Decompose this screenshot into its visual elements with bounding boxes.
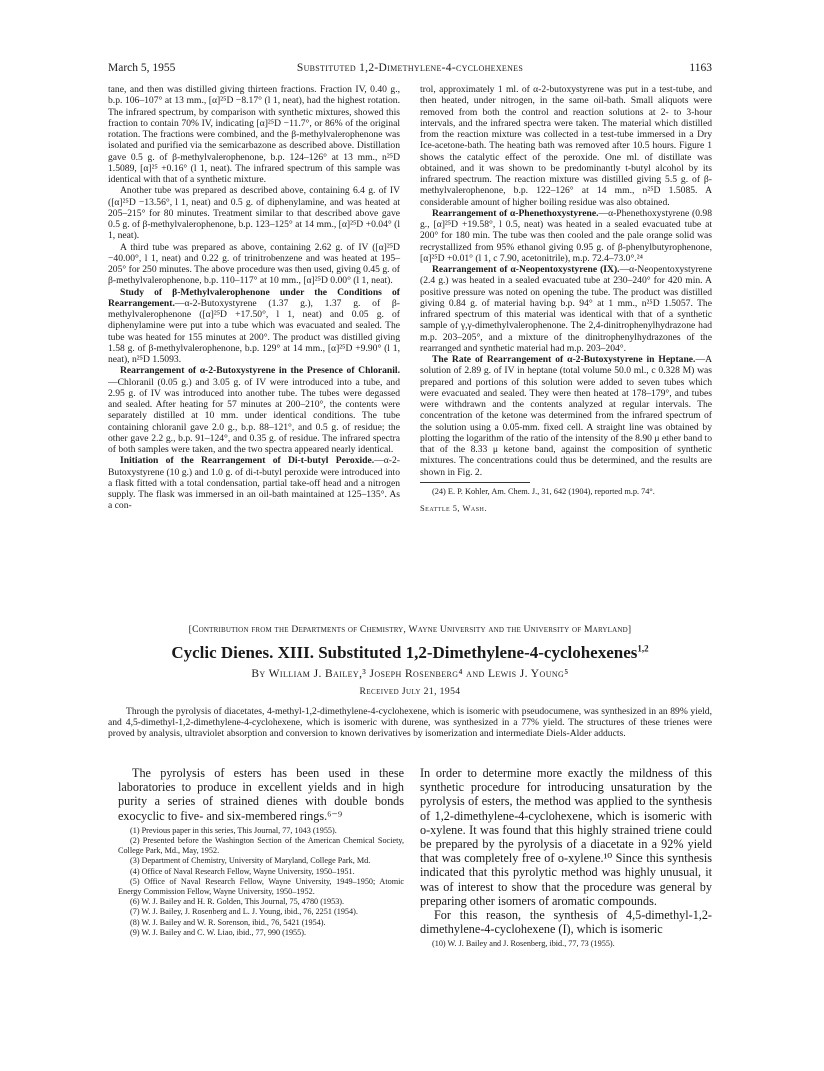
footnote: (8) W. J. Bailey and W. R. Sorenson, ibid., 76, 5421 (1954). xyxy=(130,917,326,927)
footnote: (4) Office of Naval Research Fellow, Wayne University, 1950–1951. xyxy=(130,866,355,876)
article-body-left xyxy=(118,766,404,938)
paragraph xyxy=(420,264,712,354)
footnote: (9) W. J. Bailey and C. W. Liao, ibid., 77, 990 (1955). xyxy=(130,927,307,937)
paragraph: trol, approximately 1 ml. of α-2-butoxystyrene was put in a test-tube, and then heated, under nitrogen, in the same oil-bath. Small aliquots were removed from both the control and reaction solutions at 2- to 3-hour intervals, and the infrared spectra were taken. The material which distilled from the reaction mixture was collected in a test-tube immersed in a Dry Ice-acetone-bath. The heating bath was removed after 10.5 hours. Figure 1 shows the catalytic effect of the peroxide. One ml. of distillate was obtained, and it was shown to be predominantly t-butyl alcohol by its infrared spectrum. The reaction mixture was distilled giving 5.5 g. of β-methylvalerophenone, b.p. 122–126° at 14 mm., n²⁵D 1.5085. A considerable amount of higher boiling residue was also obtained. xyxy=(420,84,712,208)
footnote-list xyxy=(118,826,404,938)
left-column xyxy=(108,84,400,512)
paragraph-text: —α-Neopentoxystyrene (2.4 g.) was heated in a sealed evacuated tube at 230–240° for 420 min. A positive pressure was noted on opening the tube. The product was distilled giving 0.84 g. of material having b.p. 94° at 1 mm., n²⁵D 1.5057. The infrared spectrum of this material was identical with that of a synthetic sample of γ,γ-dimethylvalerophenone. The 2,4-dinitrophenylhydrazone had m.p. 203–205°, and a mixture of the dinitrophenylhydrazones of the rearranged and synthetic material had m.p. 203–204°. xyxy=(420,264,712,354)
footnote: (2) Presented before the Washington Section of the American Chemical Society, College Park, Md., May, 1952. xyxy=(118,836,404,856)
section-heading: Rearrangement of α-Neopentoxystyrene (IX). xyxy=(432,264,620,275)
place-line: Seattle 5, Wash. xyxy=(420,504,487,514)
article-body-right xyxy=(420,766,712,950)
paragraph xyxy=(108,287,400,366)
header-date: March 5, 1955 xyxy=(108,62,176,74)
paragraph: For this reason, the synthesis of 4,5-dimethyl-1,2-dimethylene-4-cyclohexene (I), which is isomeric xyxy=(420,908,712,937)
paragraph xyxy=(420,208,712,264)
footnote: (24) E. P. Kohler, Am. Chem. J., 31, 642 (1904), reported m.p. 74°. xyxy=(432,486,655,496)
footnote: (10) W. J. Bailey and J. Rosenberg, ibid., 77, 73 (1955). xyxy=(432,939,615,949)
paragraph xyxy=(108,365,400,455)
section-heading: The Rate of Rearrangement of α-2-Butoxystyrene in Heptane. xyxy=(432,354,696,365)
section-heading: Initiation of the Rearrangement of Di-t-butyl Peroxide. xyxy=(120,455,375,467)
footnote: (5) Office of Naval Research Fellow, Wayne University, 1949–1950; Atomic Energy Commission Fellow, Wayne University, 1950–1952. xyxy=(118,876,404,897)
paragraph: The pyrolysis of esters has been used in these laboratories to produce in excellent yields and in high purity a series of strained dienes with double bonds exocyclic to five- and six-membered rings.⁶⁻⁹ xyxy=(118,766,404,823)
section-heading: Rearrangement of α-2-Butoxystyrene in the Presence of Chloranil. xyxy=(120,365,400,377)
abstract: Through the pyrolysis of diacetates, 4-methyl-1,2-dimethylene-4-cyclohexene, which is isomeric with pseudocumene, was synthesized in an 89% yield, and 4,5-dimethyl-1,2-dimethylene-4-cyclohexene, which is isomeric with durene, was synthesized in a 77% yield. The structures of these trienes were proved by analysis, ultraviolet absorption and conversion to known derivatives by isomerization and intermediate Diels-Alder adducts. xyxy=(108,706,712,739)
paragraph: Another tube was prepared as described above, containing 6.4 g. of IV ([α]²⁵D −13.56°, l 1, neat) and 0.5 g. of diphenylamine, and was heated at 205–215° for 80 minutes. Treatment similar to that described above gave 0.5 g. of β-methylvalerophenone, b.p. 123–125° at 14 mm., [α]²⁵D +0.04° (l 1, neat). xyxy=(108,185,400,242)
header-page-number: 1163 xyxy=(689,62,712,74)
paragraph-text: —Chloranil (0.05 g.) and 3.05 g. of IV were introduced into a tube, and 2.95 g. of IV was introduced into another tube. The tubes were degassed and sealed. After heating for 57 minutes at 200–210°, the contents were separately distilled at 10 mm. under identical conditions. The tube containing chloranil gave 2.0 g., b.p. 88–121°, and 0.5 g. of residue; the other gave 2.2 g., b.p. 91–124°, and 0.35 g. of residue. The infrared spectra of both samples were taken, and the two spectra appeared nearly identical. xyxy=(108,376,400,455)
title-footnote-marks: 1,2 xyxy=(637,643,649,654)
paragraph-text: —A solution of 2.89 g. of IV in heptane (total volume 50.0 ml., c 0.328 M) was prepared and portions of this solution were added to seven tubes which were evacuated and sealed. They were then heated at 178–179°, and tubes were withdrawn and the contents analyzed at regular intervals. The concentration of the ketone was determined from the infrared spectrum of the solution using a 0.05-mm. fixed cell. A straight line was obtained by plotting the logarithm of the ratio of the intensity of the 8.90 μ ether band to that of the 8.33 μ ketone band, against the composition of synthetic mixtures. The concentrations could thus be determined, and the results are shown in Fig. 2. xyxy=(420,354,712,478)
paragraph xyxy=(420,354,712,478)
paragraph-text: —α-2-Butoxystyrene (1.37 g.), 1.37 g. of β-methylvalerophenone ([α]²⁵D +17.50°, l 1, neat) and 0.05 g. of diphenylamine were put into a tube which was evacuated and sealed. The tube was heated for 155 minutes at 200°. The product was distilled giving 1.58 g. of β-methylvalerophenone, b.p. 129° at 14 mm., [α]²⁵D +9.90° (l 1, neat), n²⁵D 1.5093. xyxy=(108,297,400,365)
footnote: (7) W. J. Bailey, J. Rosenberg and L. J. Young, ibid., 76, 2251 (1954). xyxy=(130,907,358,917)
article-title xyxy=(108,643,712,663)
contribution-line: [Contribution from the Departments of Chemistry, Wayne University and the University of Maryland] xyxy=(188,624,632,635)
footnote-list xyxy=(420,939,712,949)
footnote: (6) W. J. Bailey and H. R. Golden, This Journal, 75, 4780 (1953). xyxy=(130,897,345,907)
paragraph: tane, and then was distilled giving thirteen fractions. Fraction IV, 0.40 g., b.p. 106–107° at 13 mm., [α]²⁵D −8.17° (l 1, neat), had the highest rotation. The infrared spectrum, by comparison with synthetic mixtures, showed this fraction to contain 70% IV, indicating [α]²⁵D −11.7°, or 86% of the original rotation. The fractions were combined, and the β-methylvalerophenone was isolated and purified via the semicarbazone as described above. Distillation gave 0.5 g. of β-methylvalerophenone, b.p. 124–126° at 13 mm., n²⁵D 1.5089, [α]²⁵ +0.16° (l 1, neat). The infrared spectrum of this sample was identical with that of a synthetic mixture. xyxy=(108,84,400,185)
section-heading: Rearrangement of α-Phenethoxystyrene. xyxy=(432,207,599,219)
paragraph: A third tube was prepared as above, containing 2.62 g. of IV ([α]²⁵D −40.00°, l 1, neat) and 0.22 g. of trinitrobenzene and was heated at 195–205° for 250 minutes. The above procedure was then used, giving 0.45 g. of β-methylvalerophenone, b.p. 110–117° at 10 mm., [α]²⁵D 0.00° (l 1, neat). xyxy=(108,241,400,287)
paragraph xyxy=(108,455,400,511)
running-header xyxy=(108,62,712,78)
title-text: Cyclic Dienes. XIII. Substituted 1,2-Dimethylene-4-cyclohexenes xyxy=(171,643,638,662)
footnote: (3) Department of Chemistry, University of Maryland, College Park, Md. xyxy=(130,856,371,866)
footnote: (1) Previous paper in this series, This Journal, 77, 1043 (1955). xyxy=(130,825,337,835)
header-running-title: Substituted 1,2-Dimethylene-4-cyclohexenes xyxy=(296,62,524,74)
section-heading: Study of β-Methylvalerophenone under the Conditions of Rearrangement. xyxy=(108,286,400,309)
author-line: By William J. Bailey,³ Joseph Rosenberg⁴ and Lewis J. Young⁵ xyxy=(251,668,569,680)
right-column xyxy=(420,84,712,514)
paragraph: In order to determine more exactly the mildness of this synthetic procedure for introducing unsaturation by the pyrolysis of esters, the method was applied to the synthesis of 1,2-dimethylene-4-cyclohexene, which is isomeric with o-xylene. It was found that this highly strained triene could be prepared by the pyrolysis of a diacetate in a 92% yield that was completely free of o-xylene.¹⁰ Since this synthesis indicated that this pyrolytic method was highly unusual, it was of interest to show that the procedure was general by preparing other isomers of aromatic compounds. xyxy=(420,766,712,908)
paragraph-text: —α-2-Butoxystyrene (10 g.) and 1.0 g. of di-t-butyl peroxide were introduced into a flask fitted with a total condensation, partial take-off head and a nitrogen supply. The flask was immersed in an oil-bath maintained at 125–135°. As a con- xyxy=(108,455,400,512)
paragraph-text: —α-Phenethoxystyrene (0.98 g., [α]²⁵D +19.58°, l 0.5, neat) was heated in a sealed evacuated tube at 200° for 180 min. The tube was then cooled and the pale orange solid was recrystallized from 95% ethanol giving 0.95 g. of β-phenylbutyrophenone, [α]²⁵D +0.01° (l 1, c 7.90, acetonitrile), m.p. 72.4–73.0°.²⁴ xyxy=(420,207,713,264)
received-line: Received July 21, 1954 xyxy=(359,686,461,697)
